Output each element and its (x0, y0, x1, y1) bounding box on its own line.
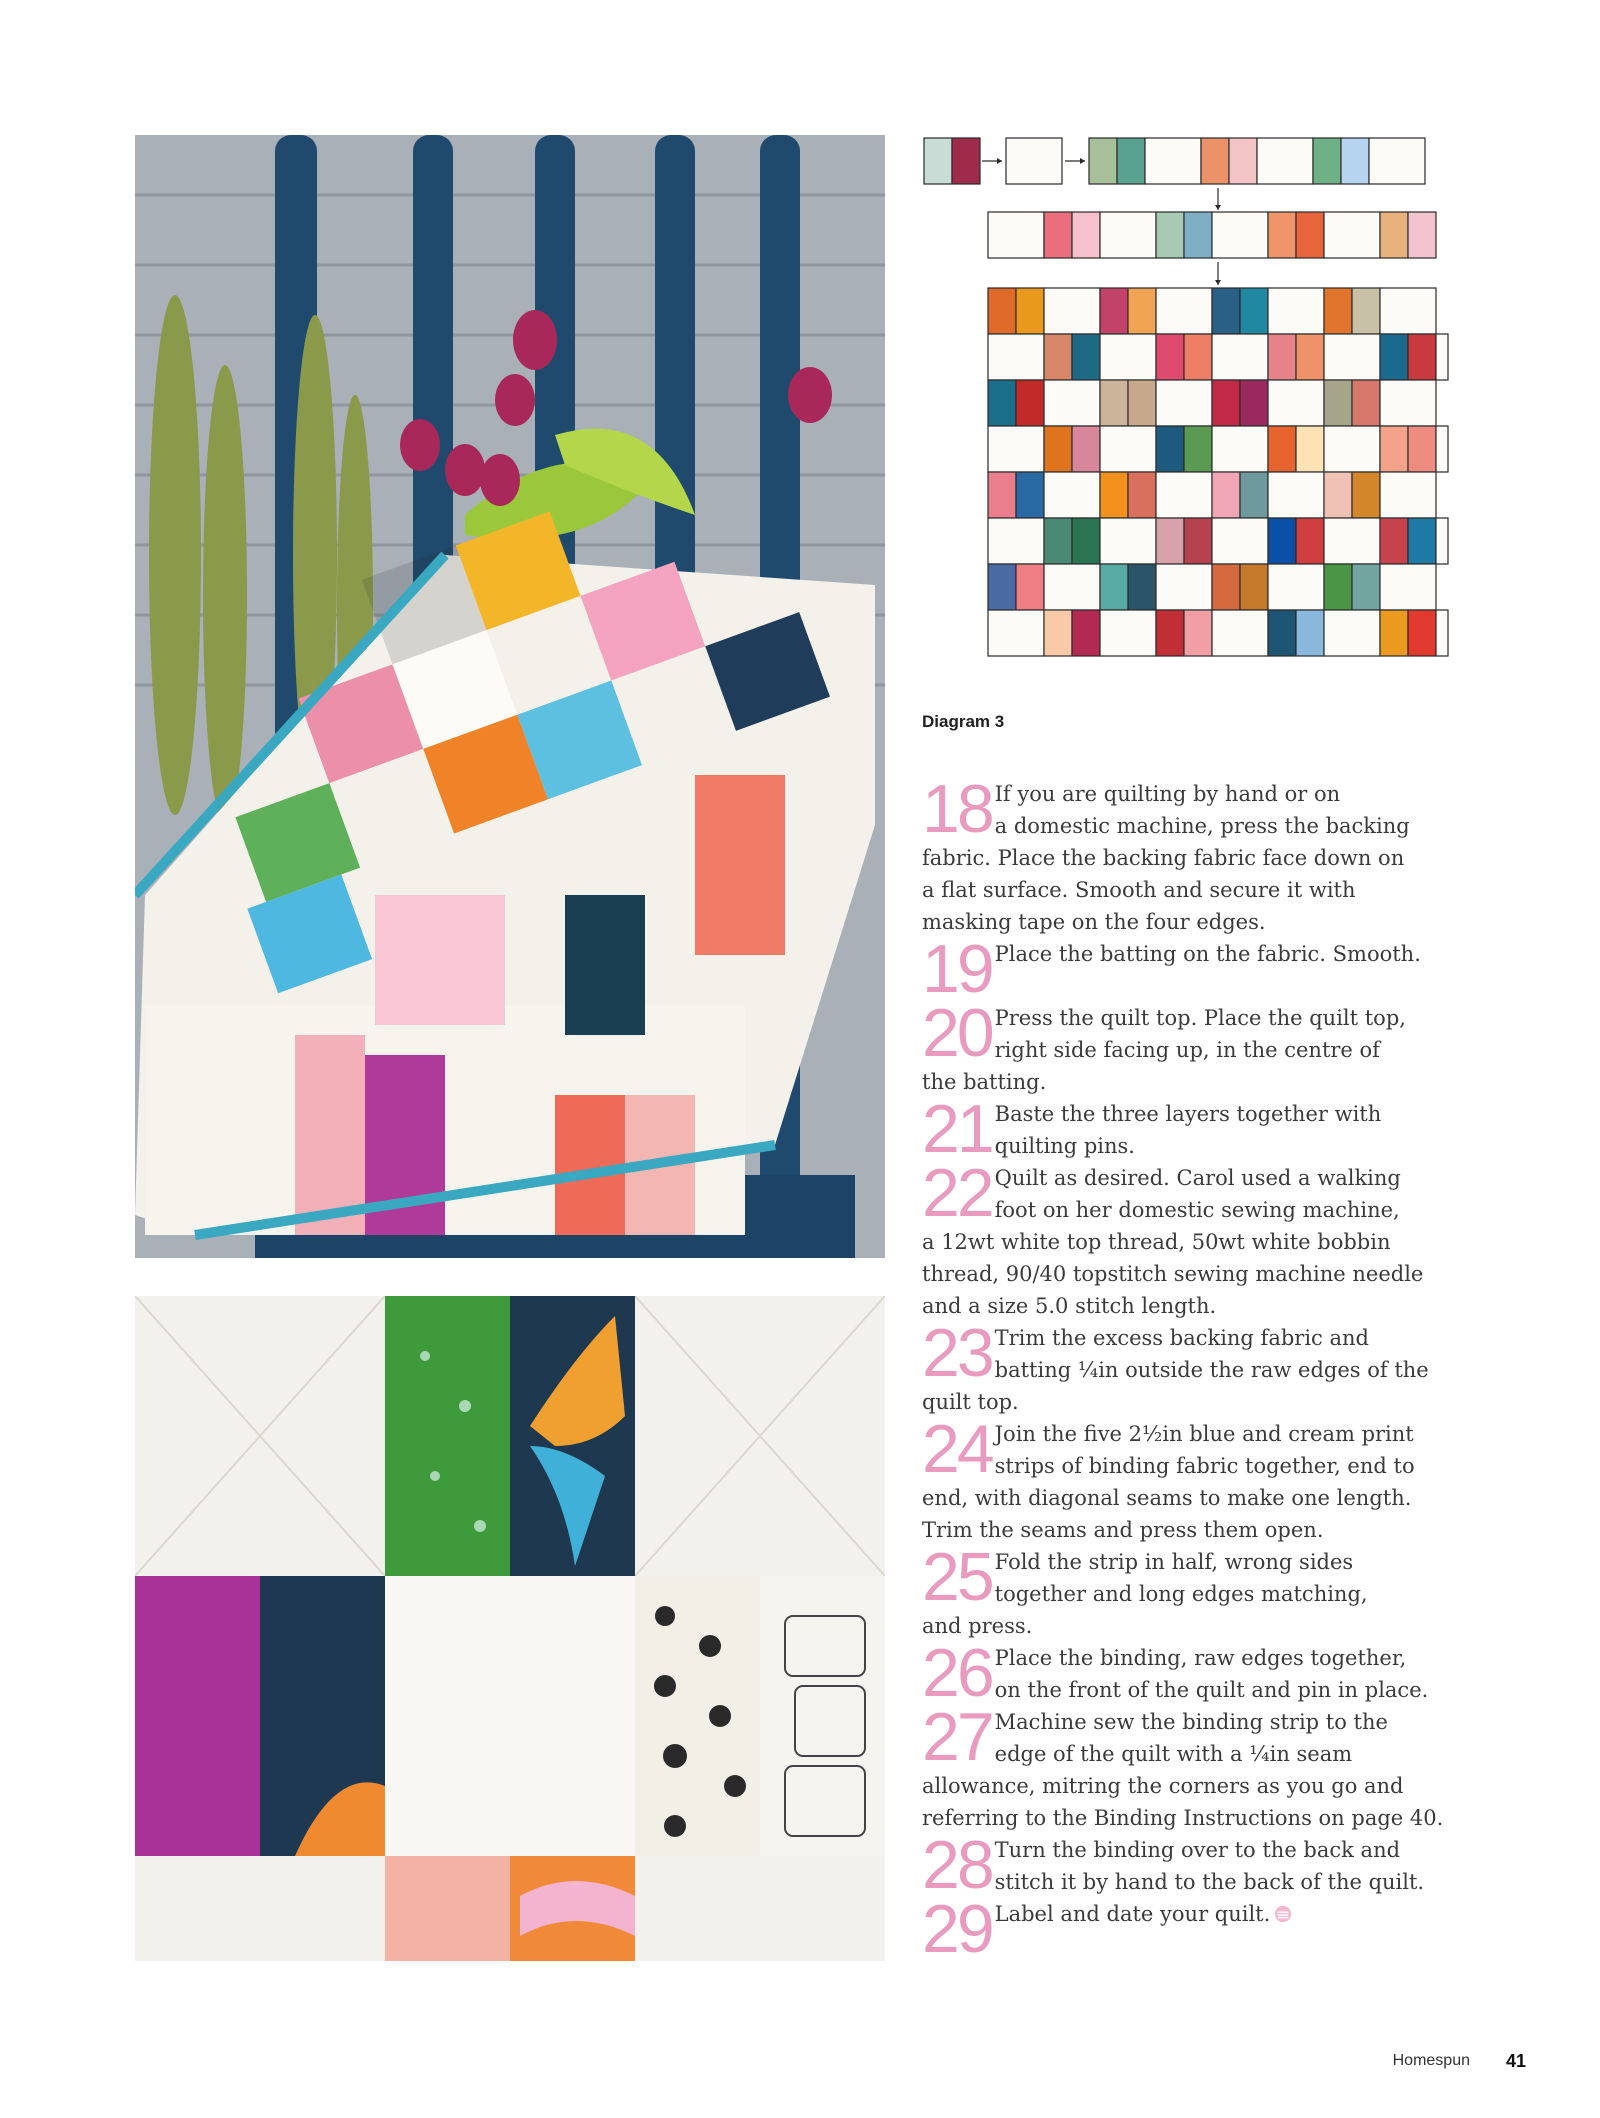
step-text: Turn the binding over to the back and (994, 1838, 1401, 1862)
diagram-cream-square (1212, 334, 1268, 380)
diagram-cream-square (1268, 472, 1324, 518)
step-text: Trim the excess backing fabric and (994, 1326, 1369, 1350)
diagram-cream-square (1006, 138, 1062, 184)
diagram-patch (1156, 334, 1184, 380)
step-text: Place the binding, raw edges together, (994, 1646, 1407, 1670)
diagram-patch (1044, 212, 1072, 258)
diagram-patch (1212, 472, 1240, 518)
step-20 (922, 995, 1452, 1098)
step-text: a domestic machine, press the backing (994, 814, 1410, 838)
diagram-patch (1212, 380, 1240, 426)
diagram-patch (1341, 138, 1369, 184)
diagram-patch (1128, 380, 1156, 426)
diagram-patch (1352, 472, 1380, 518)
diagram-patch (1408, 212, 1436, 258)
step-text: Machine sew the binding strip to the (994, 1710, 1388, 1734)
diagram-patch (1324, 564, 1352, 610)
diagram-patch (1240, 380, 1268, 426)
diagram-patch (1408, 610, 1436, 656)
step-text: and a size 5.0 stitch length. (922, 1294, 1217, 1318)
diagram-cream-square (1100, 426, 1156, 472)
diagram-patch (1296, 212, 1324, 258)
diagram-patch (1380, 610, 1408, 656)
step-text: a flat surface. Smooth and secure it with (922, 878, 1356, 902)
diagram-patch (1240, 288, 1268, 334)
step-text: quilt top. (922, 1390, 1019, 1414)
diagram-patch (1268, 426, 1296, 472)
diagram-cream-square (1212, 426, 1268, 472)
diagram-patch (1100, 288, 1128, 334)
diagram-patch (1089, 138, 1117, 184)
diagram-patch (1016, 288, 1044, 334)
homespun-end-mark-icon (1274, 1905, 1292, 1923)
diagram-cream-square (1268, 288, 1324, 334)
diagram-cream-square (1436, 334, 1448, 380)
diagram-cream-square (1044, 380, 1100, 426)
diagram-patch (1380, 334, 1408, 380)
step-text: Fold the strip in half, wrong sides (994, 1550, 1354, 1574)
diagram-cream-square (1212, 518, 1268, 564)
diagram-patch (1408, 426, 1436, 472)
diagram-patch (988, 288, 1016, 334)
diagram-patch (1044, 426, 1072, 472)
diagram-patch (1016, 472, 1044, 518)
step-text: masking tape on the four edges. (922, 910, 1266, 934)
diagram-patch (1296, 426, 1324, 472)
step-text: thread, 90/40 topstitch sewing machine needle (922, 1262, 1424, 1286)
step-text: Join the five 2½in blue and cream print (994, 1422, 1414, 1446)
diagram-patch (1352, 564, 1380, 610)
diagram-patch (1324, 380, 1352, 426)
step-22 (922, 1155, 1452, 1322)
diagram-cream-square (988, 426, 1044, 472)
step-28 (922, 1827, 1452, 1903)
diagram-arrow-head (1080, 158, 1085, 164)
step-text: Press the quilt top. Place the quilt top, (994, 1006, 1406, 1030)
diagram-cream-square (988, 518, 1044, 564)
diagram-cream-square (1156, 472, 1212, 518)
step-text: quilting pins. (994, 1134, 1135, 1158)
diagram-cream-square (1268, 564, 1324, 610)
step-text: right side facing up, in the centre of (994, 1038, 1380, 1062)
step-text: together and long edges matching, (994, 1582, 1368, 1606)
step-number: 27 (922, 1699, 992, 1775)
diagram-patch (1352, 288, 1380, 334)
step-text: Baste the three layers together with (994, 1102, 1382, 1126)
diagram-patch (1240, 564, 1268, 610)
diagram-patch (1016, 564, 1044, 610)
step-26 (922, 1635, 1452, 1711)
diagram-patch (1044, 334, 1072, 380)
diagram-cream-square (1268, 380, 1324, 426)
diagram-patch (1100, 380, 1128, 426)
diagram-cream-square (1380, 472, 1436, 518)
diagram-patch (1184, 610, 1212, 656)
diagram-patch (1100, 564, 1128, 610)
step-text: end, with diagonal seams to make one length. (922, 1486, 1412, 1510)
diagram-patch (1268, 610, 1296, 656)
diagram-cream-square (1100, 212, 1156, 258)
diagram-patch (1016, 380, 1044, 426)
diagram-patch (952, 138, 980, 184)
diagram-patch (1380, 212, 1408, 258)
diagram-patch (1296, 518, 1324, 564)
step-text: edge of the quilt with a ¼in seam (994, 1742, 1353, 1766)
diagram-cream-square (1436, 610, 1448, 656)
diagram-cream-square (1100, 334, 1156, 380)
step-number: 23 (922, 1315, 992, 1391)
diagram-patch (1408, 518, 1436, 564)
step-27 (922, 1699, 1452, 1834)
step-18 (922, 771, 1452, 938)
page-number: 41 (1505, 2051, 1526, 2071)
diagram-patch (1296, 610, 1324, 656)
step-number: 20 (922, 995, 992, 1071)
step-number: 29 (922, 1891, 992, 1967)
step-number: 19 (922, 931, 992, 1007)
diagram-patch (1156, 610, 1184, 656)
step-number: 24 (922, 1411, 992, 1487)
step-text: fabric. Place the backing fabric face down on (922, 846, 1405, 870)
diagram-patch (1380, 426, 1408, 472)
diagram-patch (1156, 212, 1184, 258)
step-number: 22 (922, 1155, 992, 1231)
diagram-cream-square (1380, 564, 1436, 610)
diagram-patch (988, 380, 1016, 426)
diagram-patch (924, 138, 952, 184)
diagram-patch (1128, 288, 1156, 334)
step-number: 28 (922, 1827, 992, 1903)
diagram-patch (1156, 426, 1184, 472)
diagram-cream-square (1436, 518, 1448, 564)
step-24 (922, 1411, 1452, 1546)
step-number: 26 (922, 1635, 992, 1711)
diagram-cream-square (1044, 472, 1100, 518)
diagram-cream-square (1436, 426, 1448, 472)
step-text (922, 1898, 1452, 1930)
diagram-cream-square (1212, 610, 1268, 656)
diagram-patch (1240, 472, 1268, 518)
step-21 (922, 1091, 1452, 1167)
diagram-patch (1268, 334, 1296, 380)
diagram-patch (1268, 518, 1296, 564)
diagram-patch (1117, 138, 1145, 184)
diagram-patch (1184, 334, 1212, 380)
quilt-closeup-photo (135, 1296, 885, 1961)
diagram-patch (1268, 212, 1296, 258)
diagram-cream-square (1324, 518, 1380, 564)
step-text: stitch it by hand to the back of the quilt. (994, 1870, 1425, 1894)
step-text-content: Label and date your quilt. (994, 1902, 1271, 1926)
step-text: a 12wt white top thread, 50wt white bobbin (922, 1230, 1391, 1254)
instruction-steps (922, 771, 1452, 1967)
step-number: 21 (922, 1091, 992, 1167)
diagram-cream-square (1145, 138, 1201, 184)
diagram-cream-square (1324, 212, 1380, 258)
diagram-cream-square (1100, 610, 1156, 656)
step-number: 25 (922, 1539, 992, 1615)
diagram-patch (1352, 380, 1380, 426)
diagram-cream-square (1044, 288, 1100, 334)
step-number: 18 (922, 771, 992, 847)
diagram-patch (1072, 610, 1100, 656)
diagram-patch (1212, 288, 1240, 334)
quilt-assembly-diagram (922, 130, 1450, 700)
diagram-cream-square (988, 212, 1044, 258)
diagram-cream-square (1100, 518, 1156, 564)
step-text: If you are quilting by hand or on (994, 782, 1341, 806)
diagram-arrow-head (997, 158, 1002, 164)
diagram-patch (1044, 610, 1072, 656)
diagram-cream-square (1156, 564, 1212, 610)
diagram-patch (1408, 334, 1436, 380)
diagram-patch (1184, 212, 1212, 258)
diagram-cream-square (1380, 380, 1436, 426)
step-text: allowance, mitring the corners as you go and (922, 1774, 1404, 1798)
diagram-patch (1324, 288, 1352, 334)
diagram-cream-square (1324, 426, 1380, 472)
diagram-3 (922, 130, 1450, 700)
step-text: referring to the Binding Instructions on page 40. (922, 1806, 1444, 1830)
step-text: strips of binding fabric together, end to (994, 1454, 1415, 1478)
diagram-cream-square (1156, 288, 1212, 334)
diagram-patch (988, 564, 1016, 610)
diagram-cream-square (988, 610, 1044, 656)
quilt-on-chair-photo (135, 135, 885, 1258)
step-25 (922, 1539, 1452, 1642)
step-23 (922, 1315, 1452, 1418)
diagram-patch (1128, 472, 1156, 518)
step-text: foot on her domestic sewing machine, (994, 1198, 1400, 1222)
diagram-patch (1072, 212, 1100, 258)
diagram-patch (1380, 518, 1408, 564)
step-text: batting ¼in outside the raw edges of the (994, 1358, 1429, 1382)
diagram-cream-square (1369, 138, 1425, 184)
step-text: Place the batting on the fabric. Smooth. (994, 942, 1421, 966)
diagram-patch (1229, 138, 1257, 184)
diagram-patch (1072, 518, 1100, 564)
diagram-patch (988, 472, 1016, 518)
diagram-patch (1184, 426, 1212, 472)
step-19 (922, 931, 1452, 1007)
step-text: Trim the seams and press them open. (922, 1518, 1324, 1542)
diagram-patch (1184, 518, 1212, 564)
diagram-patch (1100, 472, 1128, 518)
diagram-patch (1324, 472, 1352, 518)
magazine-name: Homespun (1392, 2052, 1470, 2069)
step-text: and press. (922, 1614, 1033, 1638)
diagram-patch (1313, 138, 1341, 184)
diagram-cream-square (1380, 288, 1436, 334)
diagram-arrow-head (1215, 205, 1221, 210)
step-text: the batting. (922, 1070, 1047, 1094)
diagram-cream-square (1324, 334, 1380, 380)
step-text: Quilt as desired. Carol used a walking (994, 1166, 1401, 1190)
diagram-cream-square (1212, 212, 1268, 258)
diagram-patch (1156, 518, 1184, 564)
diagram-patch (1296, 334, 1324, 380)
diagram-arrow-head (1215, 280, 1221, 285)
diagram-patch (1072, 334, 1100, 380)
diagram-patch (1212, 564, 1240, 610)
diagram-patch (1044, 518, 1072, 564)
diagram-caption: Diagram 3 (922, 712, 1005, 731)
diagram-patch (1072, 426, 1100, 472)
diagram-cream-square (988, 334, 1044, 380)
diagram-cream-square (1044, 564, 1100, 610)
diagram-cream-square (1257, 138, 1313, 184)
diagram-patch (1128, 564, 1156, 610)
diagram-patch (1201, 138, 1229, 184)
diagram-cream-square (1324, 610, 1380, 656)
step-text: on the front of the quilt and pin in place. (994, 1678, 1429, 1702)
diagram-cream-square (1156, 380, 1212, 426)
step-29 (922, 1891, 1452, 1967)
